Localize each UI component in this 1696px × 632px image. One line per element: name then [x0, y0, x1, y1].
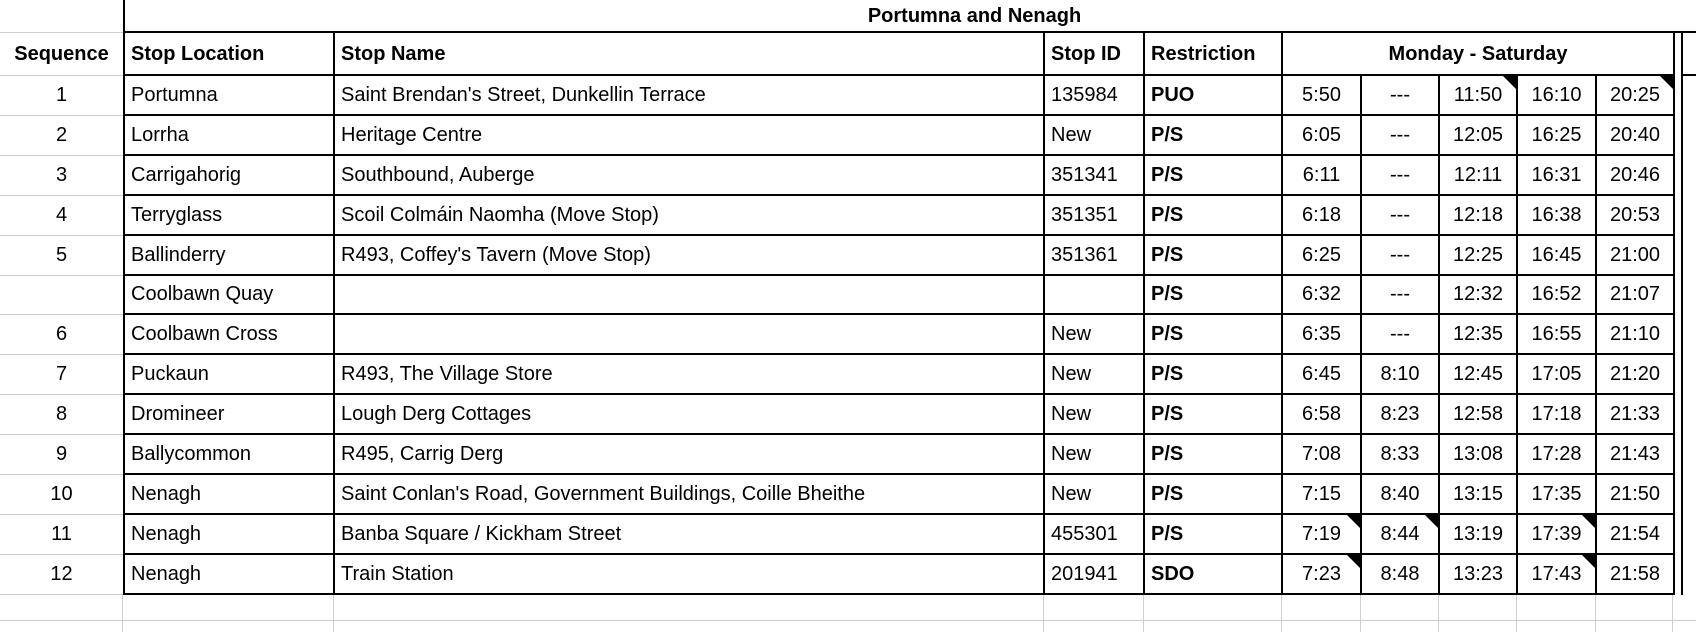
comment-indicator-icon: [1582, 515, 1595, 528]
gridline-v: [333, 595, 334, 632]
sequence-cell[interactable]: 12: [0, 555, 123, 595]
stop-name-cell[interactable]: Southbound, Auberge: [335, 156, 1045, 196]
gridline-v: [1360, 595, 1361, 632]
gridline-v: [1672, 595, 1673, 632]
sequence-cell[interactable]: 8: [0, 395, 123, 435]
stop-id-cell[interactable]: 351341: [1045, 156, 1145, 196]
restriction-cell[interactable]: PUO: [1145, 76, 1283, 116]
stop-name-cell[interactable]: R493, Coffey's Tavern (Move Stop): [335, 236, 1045, 276]
time-cell[interactable]: 13:19: [1440, 515, 1518, 555]
time-cell[interactable]: 21:10: [1597, 315, 1675, 355]
stop-name-cell[interactable]: Scoil Colmáin Naomha (Move Stop): [335, 196, 1045, 236]
time-cell[interactable]: 16:52: [1518, 276, 1597, 316]
time-cell[interactable]: 17:28: [1518, 435, 1597, 475]
stop-location-cell[interactable]: Coolbawn Quay: [123, 276, 335, 316]
time-cell[interactable]: 16:55: [1518, 315, 1597, 355]
time-cell[interactable]: ---: [1362, 236, 1440, 276]
time-cell[interactable]: 17:43: [1518, 555, 1597, 595]
time-cell[interactable]: 6:11: [1283, 156, 1362, 196]
stop-id-cell[interactable]: 455301: [1045, 515, 1145, 555]
stop-name-cell[interactable]: Saint Conlan's Road, Government Buildings, Coille Bheithe: [335, 475, 1045, 515]
stop-location-cell[interactable]: Coolbawn Cross: [123, 315, 335, 355]
time-cell[interactable]: 5:50: [1283, 76, 1362, 116]
time-cell[interactable]: 16:31: [1518, 156, 1597, 196]
header-stop-id[interactable]: Stop ID: [1045, 33, 1145, 76]
stop-name-cell[interactable]: R493, The Village Store: [335, 355, 1045, 395]
restriction-cell[interactable]: P/S: [1145, 236, 1283, 276]
time-cell[interactable]: 8:48: [1362, 555, 1440, 595]
sheet-title: Portumna and Nenagh: [867, 4, 1082, 27]
stop-location-cell[interactable]: Carrigahorig: [123, 156, 335, 196]
stop-name-cell[interactable]: Banba Square / Kickham Street: [335, 515, 1045, 555]
header-stop-location[interactable]: Stop Location: [123, 33, 335, 76]
time-cell[interactable]: 16:25: [1518, 116, 1597, 156]
stop-id-cell[interactable]: 351361: [1045, 236, 1145, 276]
time-cell[interactable]: 20:53: [1597, 196, 1675, 236]
time-cell[interactable]: 6:32: [1283, 276, 1362, 316]
spacer-column: [1675, 33, 1683, 595]
stop-location-cell[interactable]: Nenagh: [123, 555, 335, 595]
restriction-cell[interactable]: P/S: [1145, 475, 1283, 515]
stop-name-cell[interactable]: Lough Derg Cottages: [335, 395, 1045, 435]
sequence-cell[interactable]: [0, 276, 123, 316]
time-cell[interactable]: 6:58: [1283, 395, 1362, 435]
stop-id-cell[interactable]: New: [1045, 116, 1145, 156]
time-cell[interactable]: ---: [1362, 276, 1440, 316]
time-cell[interactable]: 8:44: [1362, 515, 1440, 555]
stop-location-cell[interactable]: Ballinderry: [123, 236, 335, 276]
header-stop-name[interactable]: Stop Name: [335, 33, 1045, 76]
sequence-cell[interactable]: 6: [0, 315, 123, 355]
time-cell[interactable]: 21:58: [1597, 555, 1675, 595]
gridline-v: [1043, 595, 1044, 632]
comment-indicator-icon: [1347, 515, 1360, 528]
restriction-cell[interactable]: SDO: [1145, 555, 1283, 595]
stop-name-cell[interactable]: Saint Brendan's Street, Dunkellin Terrace: [335, 76, 1045, 116]
stop-location-cell[interactable]: Ballycommon: [123, 435, 335, 475]
gridline-v: [122, 595, 123, 632]
time-cell[interactable]: 11:50: [1440, 76, 1518, 116]
time-cell[interactable]: 20:40: [1597, 116, 1675, 156]
comment-indicator-icon: [1347, 555, 1360, 568]
time-cell[interactable]: 21:33: [1597, 395, 1675, 435]
time-cell[interactable]: 12:25: [1440, 236, 1518, 276]
sequence-cell[interactable]: 2: [0, 116, 123, 156]
restriction-cell[interactable]: P/S: [1145, 515, 1283, 555]
time-cell[interactable]: 6:25: [1283, 236, 1362, 276]
gridline-v: [1516, 595, 1517, 632]
time-cell[interactable]: ---: [1362, 315, 1440, 355]
time-cell[interactable]: 21:20: [1597, 355, 1675, 395]
time-cell[interactable]: 12:11: [1440, 156, 1518, 196]
stop-location-cell[interactable]: Nenagh: [123, 515, 335, 555]
stop-location-cell[interactable]: Terryglass: [123, 196, 335, 236]
restriction-cell[interactable]: P/S: [1145, 435, 1283, 475]
time-cell[interactable]: 13:15: [1440, 475, 1518, 515]
sequence-cell[interactable]: 10: [0, 475, 123, 515]
time-cell[interactable]: 21:50: [1597, 475, 1675, 515]
time-cell[interactable]: 12:45: [1440, 355, 1518, 395]
comment-indicator-icon: [1425, 515, 1438, 528]
restriction-cell[interactable]: P/S: [1145, 156, 1283, 196]
stop-location-cell[interactable]: Dromineer: [123, 395, 335, 435]
restriction-cell[interactable]: P/S: [1145, 196, 1283, 236]
gridline-v: [1438, 595, 1439, 632]
time-cell[interactable]: 21:00: [1597, 236, 1675, 276]
time-cell[interactable]: 8:33: [1362, 435, 1440, 475]
restriction-cell[interactable]: P/S: [1145, 276, 1283, 316]
time-cell[interactable]: 16:45: [1518, 236, 1597, 276]
time-cell[interactable]: 12:35: [1440, 315, 1518, 355]
time-cell[interactable]: ---: [1362, 76, 1440, 116]
sequence-cell[interactable]: 9: [0, 435, 123, 475]
next-table-header-sliver: [1683, 33, 1696, 76]
time-cell[interactable]: 12:32: [1440, 276, 1518, 316]
time-cell[interactable]: 6:05: [1283, 116, 1362, 156]
header-day-group[interactable]: Monday - Saturday: [1283, 33, 1675, 76]
stop-id-cell[interactable]: 135984: [1045, 76, 1145, 116]
gridline-v: [1595, 595, 1596, 632]
time-cell[interactable]: 7:19: [1283, 515, 1362, 555]
sequence-cell[interactable]: 3: [0, 156, 123, 196]
sequence-cell[interactable]: 5: [0, 236, 123, 276]
sequence-cell[interactable]: 1: [0, 76, 123, 116]
time-cell[interactable]: 16:38: [1518, 196, 1597, 236]
time-cell[interactable]: 20:25: [1597, 76, 1675, 116]
time-cell[interactable]: 17:35: [1518, 475, 1597, 515]
time-cell[interactable]: 8:23: [1362, 395, 1440, 435]
time-cell[interactable]: 7:23: [1283, 555, 1362, 595]
time-cell[interactable]: 17:39: [1518, 515, 1597, 555]
stop-id-cell[interactable]: New: [1045, 395, 1145, 435]
time-cell[interactable]: 20:46: [1597, 156, 1675, 196]
stop-id-cell[interactable]: 351351: [1045, 196, 1145, 236]
stop-id-cell[interactable]: New: [1045, 435, 1145, 475]
time-cell[interactable]: 7:15: [1283, 475, 1362, 515]
comment-indicator-icon: [1582, 555, 1595, 568]
header-sequence[interactable]: Sequence: [0, 33, 123, 76]
time-cell[interactable]: 17:18: [1518, 395, 1597, 435]
sequence-cell[interactable]: 11: [0, 515, 123, 555]
time-cell[interactable]: 12:58: [1440, 395, 1518, 435]
time-cell[interactable]: 16:10: [1518, 76, 1597, 116]
stop-name-cell[interactable]: R495, Carrig Derg: [335, 435, 1045, 475]
stop-id-cell[interactable]: New: [1045, 355, 1145, 395]
time-cell[interactable]: ---: [1362, 156, 1440, 196]
time-cell[interactable]: 7:08: [1283, 435, 1362, 475]
sheet-title-cell[interactable]: [123, 0, 1696, 33]
time-cell[interactable]: 8:40: [1362, 475, 1440, 515]
sequence-cell[interactable]: 7: [0, 355, 123, 395]
time-cell[interactable]: 21:54: [1597, 515, 1675, 555]
time-cell[interactable]: 12:18: [1440, 196, 1518, 236]
stop-name-cell[interactable]: Train Station: [335, 555, 1045, 595]
stop-name-cell[interactable]: [335, 276, 1045, 316]
corner-cell[interactable]: [0, 0, 123, 33]
stop-name-cell[interactable]: Heritage Centre: [335, 116, 1045, 156]
time-cell[interactable]: 6:18: [1283, 196, 1362, 236]
stop-id-cell[interactable]: 201941: [1045, 555, 1145, 595]
gridline-v: [1281, 595, 1282, 632]
header-restriction[interactable]: Restriction: [1145, 33, 1283, 76]
gridline-h: [0, 620, 1696, 621]
stop-id-cell[interactable]: New: [1045, 475, 1145, 515]
restriction-cell[interactable]: P/S: [1145, 116, 1283, 156]
restriction-cell[interactable]: P/S: [1145, 315, 1283, 355]
time-cell[interactable]: 21:43: [1597, 435, 1675, 475]
stop-id-cell[interactable]: New: [1045, 315, 1145, 355]
stop-location-cell[interactable]: Portumna: [123, 76, 335, 116]
gridline-v: [1143, 595, 1144, 632]
time-cell[interactable]: 6:45: [1283, 355, 1362, 395]
time-cell[interactable]: ---: [1362, 116, 1440, 156]
restriction-cell[interactable]: P/S: [1145, 395, 1283, 435]
stop-id-cell[interactable]: [1045, 276, 1145, 316]
restriction-cell[interactable]: P/S: [1145, 355, 1283, 395]
time-cell[interactable]: 21:07: [1597, 276, 1675, 316]
comment-indicator-icon: [1503, 76, 1516, 89]
time-cell[interactable]: 13:08: [1440, 435, 1518, 475]
time-cell[interactable]: 13:23: [1440, 555, 1518, 595]
time-cell[interactable]: 12:05: [1440, 116, 1518, 156]
stop-location-cell[interactable]: Lorrha: [123, 116, 335, 156]
time-cell[interactable]: 17:05: [1518, 355, 1597, 395]
comment-indicator-icon: [1660, 76, 1673, 89]
stop-name-cell[interactable]: [335, 315, 1045, 355]
time-cell[interactable]: 6:35: [1283, 315, 1362, 355]
time-cell[interactable]: 8:10: [1362, 355, 1440, 395]
stop-location-cell[interactable]: Puckaun: [123, 355, 335, 395]
stop-location-cell[interactable]: Nenagh: [123, 475, 335, 515]
time-cell[interactable]: ---: [1362, 196, 1440, 236]
sequence-cell[interactable]: 4: [0, 196, 123, 236]
